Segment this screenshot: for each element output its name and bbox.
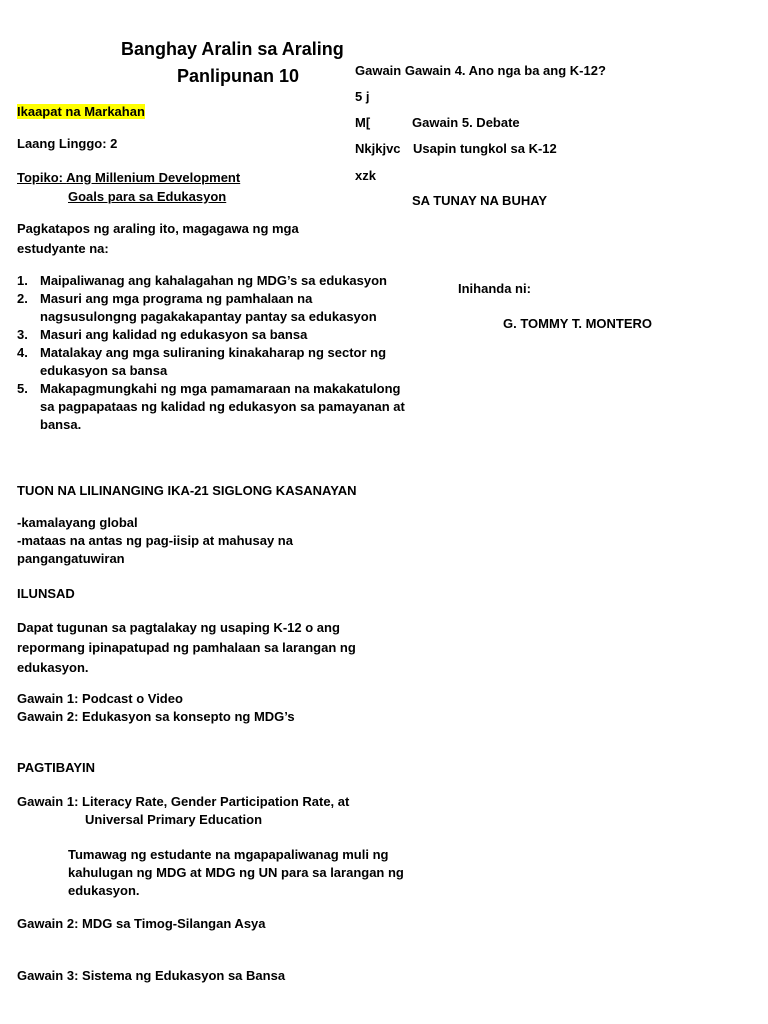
ilunsad-activity: Gawain 2: Edukasyon sa konsepto ng MDG’s xyxy=(17,709,295,724)
pagtibayin-activity-1: Gawain 1: Literacy Rate, Gender Participation Rate, at xyxy=(17,794,350,809)
pagtibayin-activity-2: Gawain 2: MDG sa Timog-Silangan Asya xyxy=(17,916,266,931)
intro-text: Pagkatapos ng araling ito, magagawa ng mga estudyante na: xyxy=(17,221,299,256)
prepared-by-label: Inihanda ni: xyxy=(458,281,531,296)
pagtibayin-activity-1-line-2: Universal Primary Education xyxy=(85,812,263,827)
ilunsad-heading: ILUNSAD xyxy=(17,586,75,601)
objective-item: 1. Maipaliwanag ang kahalagahan ng MDG’s sa edukasyon xyxy=(17,273,388,288)
week-label: Laang Linggo: 2 xyxy=(17,136,118,151)
right-line-3-prefix: M[ xyxy=(355,115,371,130)
ilunsad-activity: Gawain 1: Podcast o Video xyxy=(17,691,183,706)
title-line-2: Panlipunan 10 xyxy=(177,66,300,86)
objectives-list xyxy=(17,272,409,434)
title-line-1: Banghay Aralin sa Araling xyxy=(121,39,344,59)
skills-heading: TUON NA LILINANGING IKA-21 SIGLONG KASANAYAN xyxy=(17,483,357,498)
author-name: G. TOMMY T. MONTERO xyxy=(503,316,653,331)
right-line-5: xzk xyxy=(355,168,376,183)
right-activity-5-topic: Usapin tungkol sa K-12 xyxy=(413,141,557,156)
pagtibayin-activity-3: Gawain 3: Sistema ng Edukasyon sa Bansa xyxy=(17,968,286,983)
objective-item: 3. Masuri ang kalidad ng edukasyon sa bansa xyxy=(17,327,308,342)
quarter-label: Ikaapat na Markahan xyxy=(17,104,145,119)
right-activity-5: Gawain 5. Debate xyxy=(412,115,520,130)
right-line-2: 5 j xyxy=(355,89,370,104)
right-activity-4: Gawain Gawain 4. Ano nga ba ang K-12? xyxy=(355,63,606,78)
objective-item: 2. Masuri ang mga programa ng pamhalaan na nagsusulongng pagakakapantay pantay sa edukasyon xyxy=(17,291,377,324)
topic-label: Topiko: Ang Millenium Development xyxy=(17,170,241,185)
objective-item: 4. Matalakay ang mga suliraning kinakaharap ng sector ng edukasyon sa bansa xyxy=(17,345,387,378)
ilunsad-text: Dapat tugunan sa pagtalakay ng usaping K-12 o ang repormang ipinapatupad ng pamhalaan sa larangan ng edukasyon. xyxy=(17,620,356,675)
skill-item: -mataas na antas ng pag-iisip at mahusay na pangangatuwiran xyxy=(17,533,293,566)
objective-item: 5. Makapagmungkahi ng mga pamamaraan na makakatulong sa pagpapataas ng kalidad ng edukasyon sa pamayanan at bansa. xyxy=(17,381,405,432)
pagtibayin-heading: PAGTIBAYIN xyxy=(17,760,96,775)
skill-item: -kamalayang global xyxy=(17,515,138,530)
right-line-4-prefix: Nkjkjvc xyxy=(355,141,401,156)
pagtibayin-activity-1-desc: Tumawag ng estudante na mgapapaliwanag muli ng kahulugan ng MDG at MDG ng UN para sa larangan ng edukasyon. xyxy=(68,847,404,898)
topic-line-2: Goals para sa Edukasyon xyxy=(68,189,227,204)
right-section-heading: SA TUNAY NA BUHAY xyxy=(412,193,548,208)
topic-line-1: Ang Millenium Development xyxy=(66,170,241,185)
